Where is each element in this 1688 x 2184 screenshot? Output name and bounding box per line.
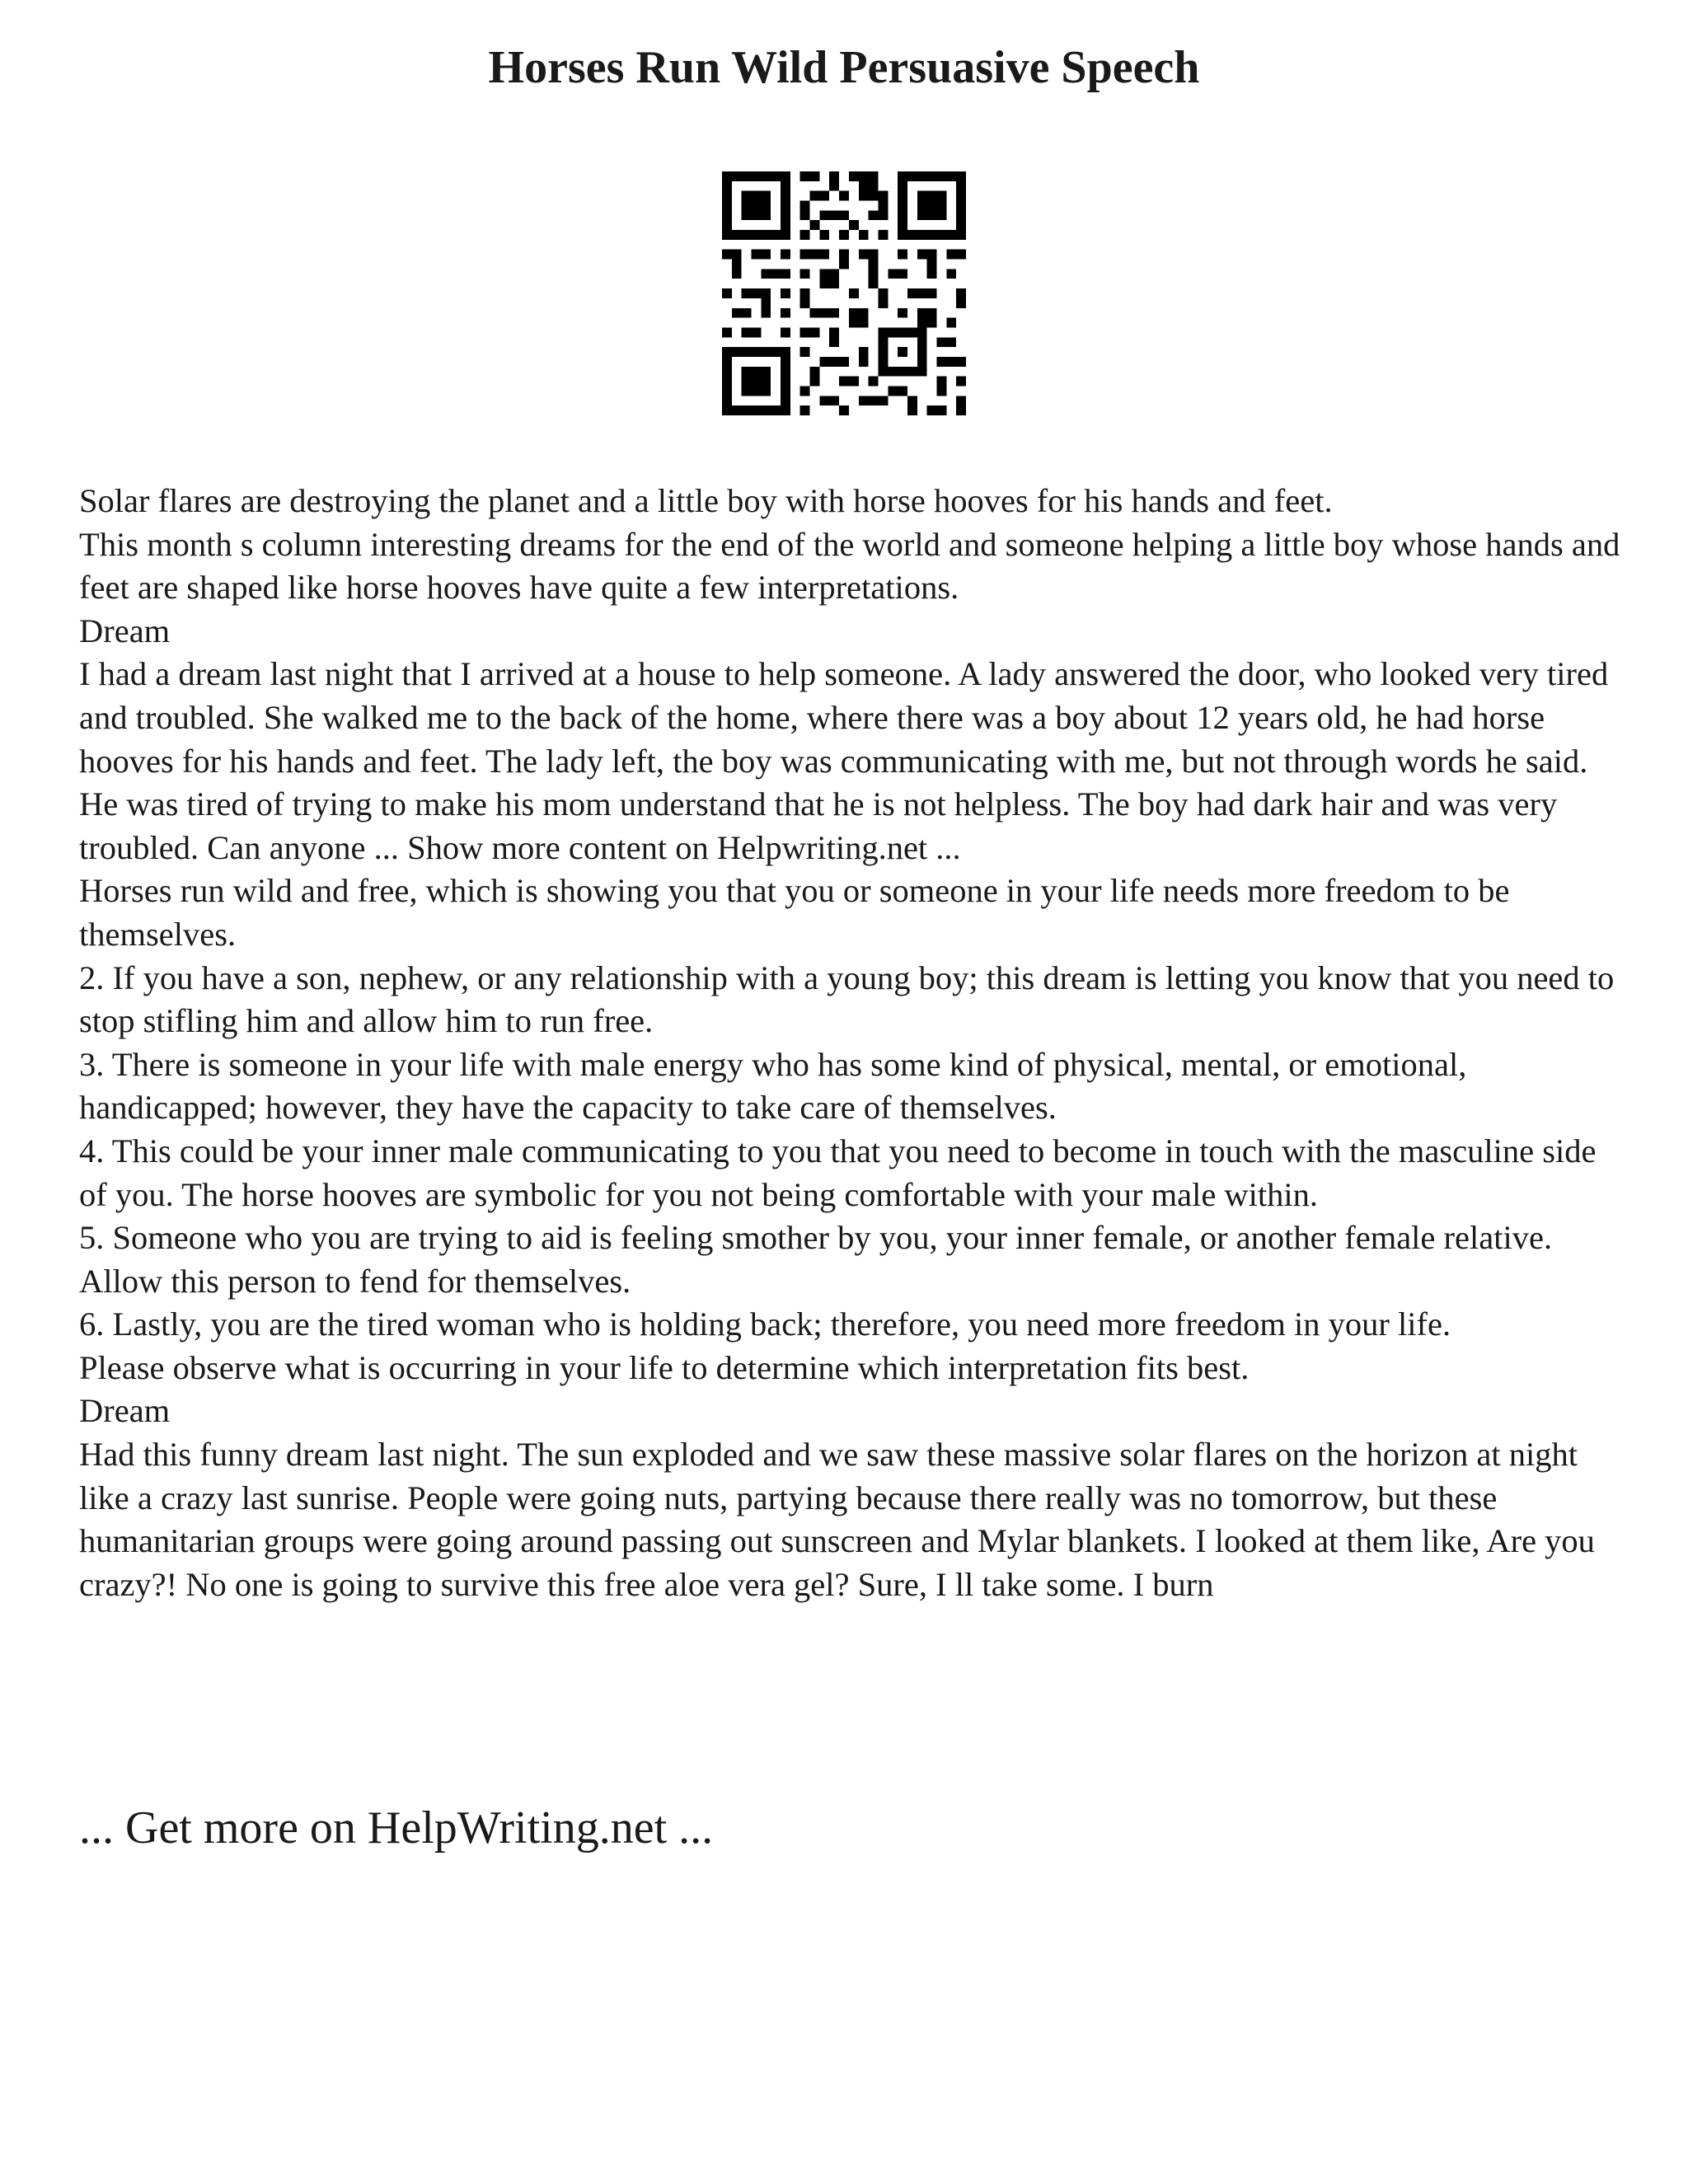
paragraph: Please observe what is occurring in your life to determine which interpretation fits best. [79,1348,1250,1386]
list-item: 3. There is someone in your life with male energy who has some kind of physical, mental, or emotional, handicapped; however, they have the capacity to take care of themselves. [79,1045,1467,1127]
article-body [79,480,1629,1606]
paragraph: I had a dream last night that I arrived at a house to help someone. A lady answered the door, who looked very tired and troubled. She walked me to the back of the home, where there was a boy about 12 years old, he had horse hooves for his hands and feet. The lady left, the boy was communicating with me, but not through words he said. He was tired of trying to make his mom understand that he is not helpless. The boy had dark hair and was very troubled. Can anyone ... Show more content on Helpwriting.net ... [79,655,1609,866]
section-heading: Dream [79,612,171,649]
list-item: 6. Lastly, you are the tired woman who is holding back; therefore, you need more freedom in your life. [79,1305,1451,1343]
list-item: 4. This could be your inner male communicating to you that you need to become in touch with the masculine side of you. The horse hooves are symbolic for you not being comfortable with your male within. [79,1132,1597,1213]
paragraph: Horses run wild and free, which is showing you that you or someone in your life needs more freedom to be themselves. [79,872,1510,953]
get-more-link[interactable]: ... Get more on HelpWriting.net ... [79,1802,714,1854]
list-item: 5. Someone who you are trying to aid is feeling smother by you, your inner female, or another female relative. Allow this person to fend for themselves. [79,1219,1553,1300]
page-title: Horses Run Wild Persuasive Speech [488,42,1200,93]
paragraph: This month s column interesting dreams for the end of the world and someone helping a little boy whose hands and feet are shaped like horse hooves have quite a few interpretations. [79,525,1620,607]
qr-code-icon [722,171,966,415]
paragraph: Solar flares are destroying the planet and a little boy with horse hooves for his hands and feet. [79,482,1333,519]
paragraph: Had this funny dream last night. The sun exploded and we saw these massive solar flares on the horizon at night like a crazy last sunrise. People were going nuts, partying because there really was no tomorrow, but these humanitarian groups were going around passing out sunscreen and Mylar blankets. I looked at them like, Are you crazy?! No one is going to survive this free aloe vera gel? Sure, I ll take some. I burn [79,1436,1595,1603]
list-item: 2. If you have a son, nephew, or any relationship with a young boy; this dream is letting you know that you need to stop stifling him and allow him to run free. [79,958,1615,1040]
section-heading: Dream [79,1392,171,1430]
